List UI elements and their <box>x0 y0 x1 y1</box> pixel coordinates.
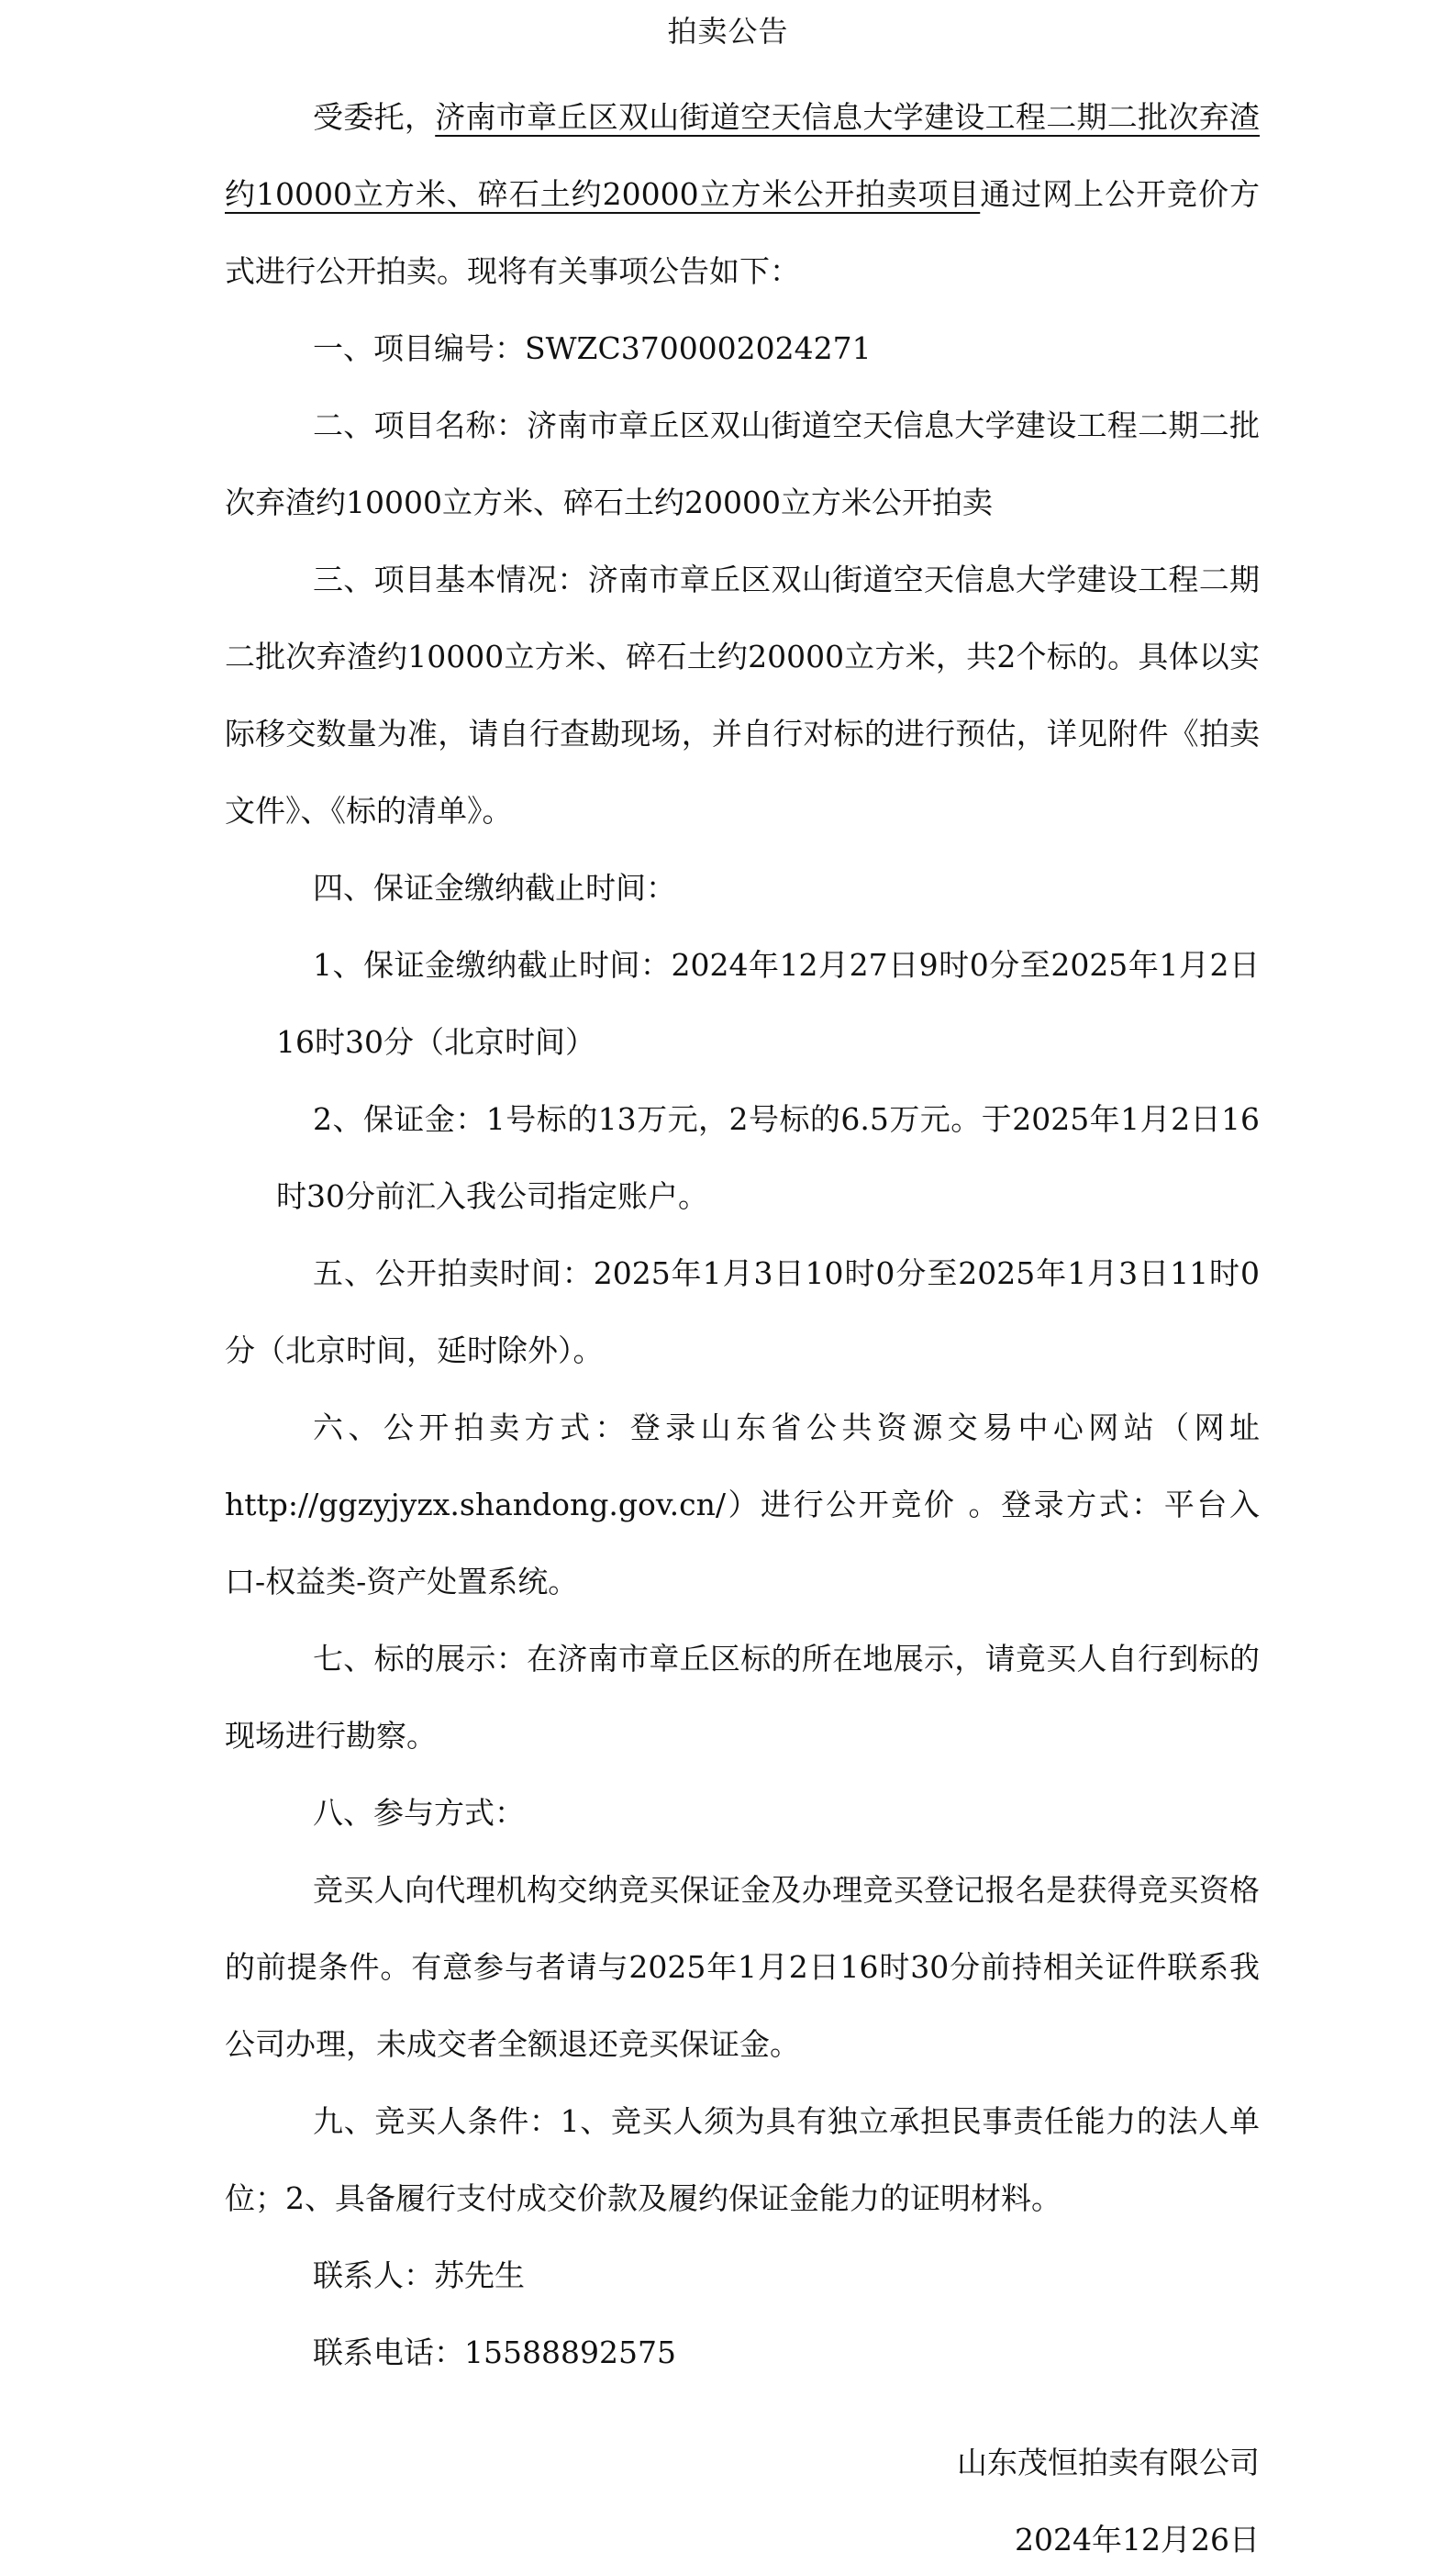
section-deposit-heading: 四、保证金缴纳截止时间： <box>313 870 676 906</box>
document-body <box>225 79 1260 2391</box>
intro-suffix: 通过网上公开竞价方式进行公开拍卖。现将有关事项公告如下： <box>225 176 1260 289</box>
project-name-link[interactable]: 济南市章丘区双山街道空天信息大学建设工程二期二批次弃渣约10000立方米、碎石土约20000立方米公开拍卖项目 <box>225 99 1261 212</box>
contact-person: 联系人：苏先生 <box>313 2257 525 2293</box>
document-title: 拍卖公告 <box>667 14 789 49</box>
section-auction-method: 六、公开拍卖方式：登录山东省公共资源交易中心网站（网址http://ggzyjyzx.shandong.gov.cn/）进行公开竞价 。登录方式：平台入口-权益类-资产处置系统。 <box>225 1410 1260 1599</box>
signature-date: 2024年12月26日 <box>1015 2522 1260 2557</box>
intro-paragraph <box>225 79 1260 310</box>
section-deposit-deadline: 1、保证金缴纳截止时间：2024年12月27日9时0分至2025年1月2日16时30分（北京时间） <box>276 947 1260 1060</box>
section-project-basics: 三、项目基本情况：济南市章丘区双山街道空天信息大学建设工程二期二批次弃渣约10000立方米、碎石土约20000立方米，共2个标的。具体以实际移交数量为准，请自行查勘现场，并自行对标的进行预估，详见附件《拍卖文件》、《标的清单》。 <box>225 562 1260 829</box>
section-auction-time: 五、公开拍卖时间：2025年1月3日10时0分至2025年1月3日11时0分（北京时间，延时除外）。 <box>225 1255 1260 1368</box>
intro-prefix: 受委托， <box>313 99 436 135</box>
contact-phone: 联系电话：15588892575 <box>313 2335 676 2370</box>
section-project-number: 一、项目编号：SWZC3700002024271 <box>313 330 872 366</box>
section-participation-body: 竞买人向代理机构交纳竞买保证金及办理竞买登记报名是获得竞买资格的前提条件。有意参与者请与2025年1月2日16时30分前持相关证件联系我公司办理，未成交者全额退还竞买保证金。 <box>225 1872 1260 2062</box>
section-participation-heading: 八、参与方式： <box>313 1795 525 1831</box>
section-bidder-conditions: 九、竞买人条件：1、竞买人须为具有独立承担民事责任能力的法人单位；2、具备履行支付成交价款及履约保证金能力的证明材料。 <box>225 2103 1260 2216</box>
section-deposit-amount: 2、保证金：1号标的13万元，2号标的6.5万元。于2025年1月2日16时30分前汇入我公司指定账户。 <box>276 1101 1260 1214</box>
section-item-display: 七、标的展示：在济南市章丘区标的所在地展示，请竟买人自行到标的现场进行勘察。 <box>225 1641 1260 1754</box>
signature-company: 山东茂恒拍卖有限公司 <box>957 2445 1260 2480</box>
section-project-name: 二、项目名称：济南市章丘区双山街道空天信息大学建设工程二期二批次弃渣约10000立方米、碎石土约20000立方米公开拍卖 <box>225 407 1260 520</box>
